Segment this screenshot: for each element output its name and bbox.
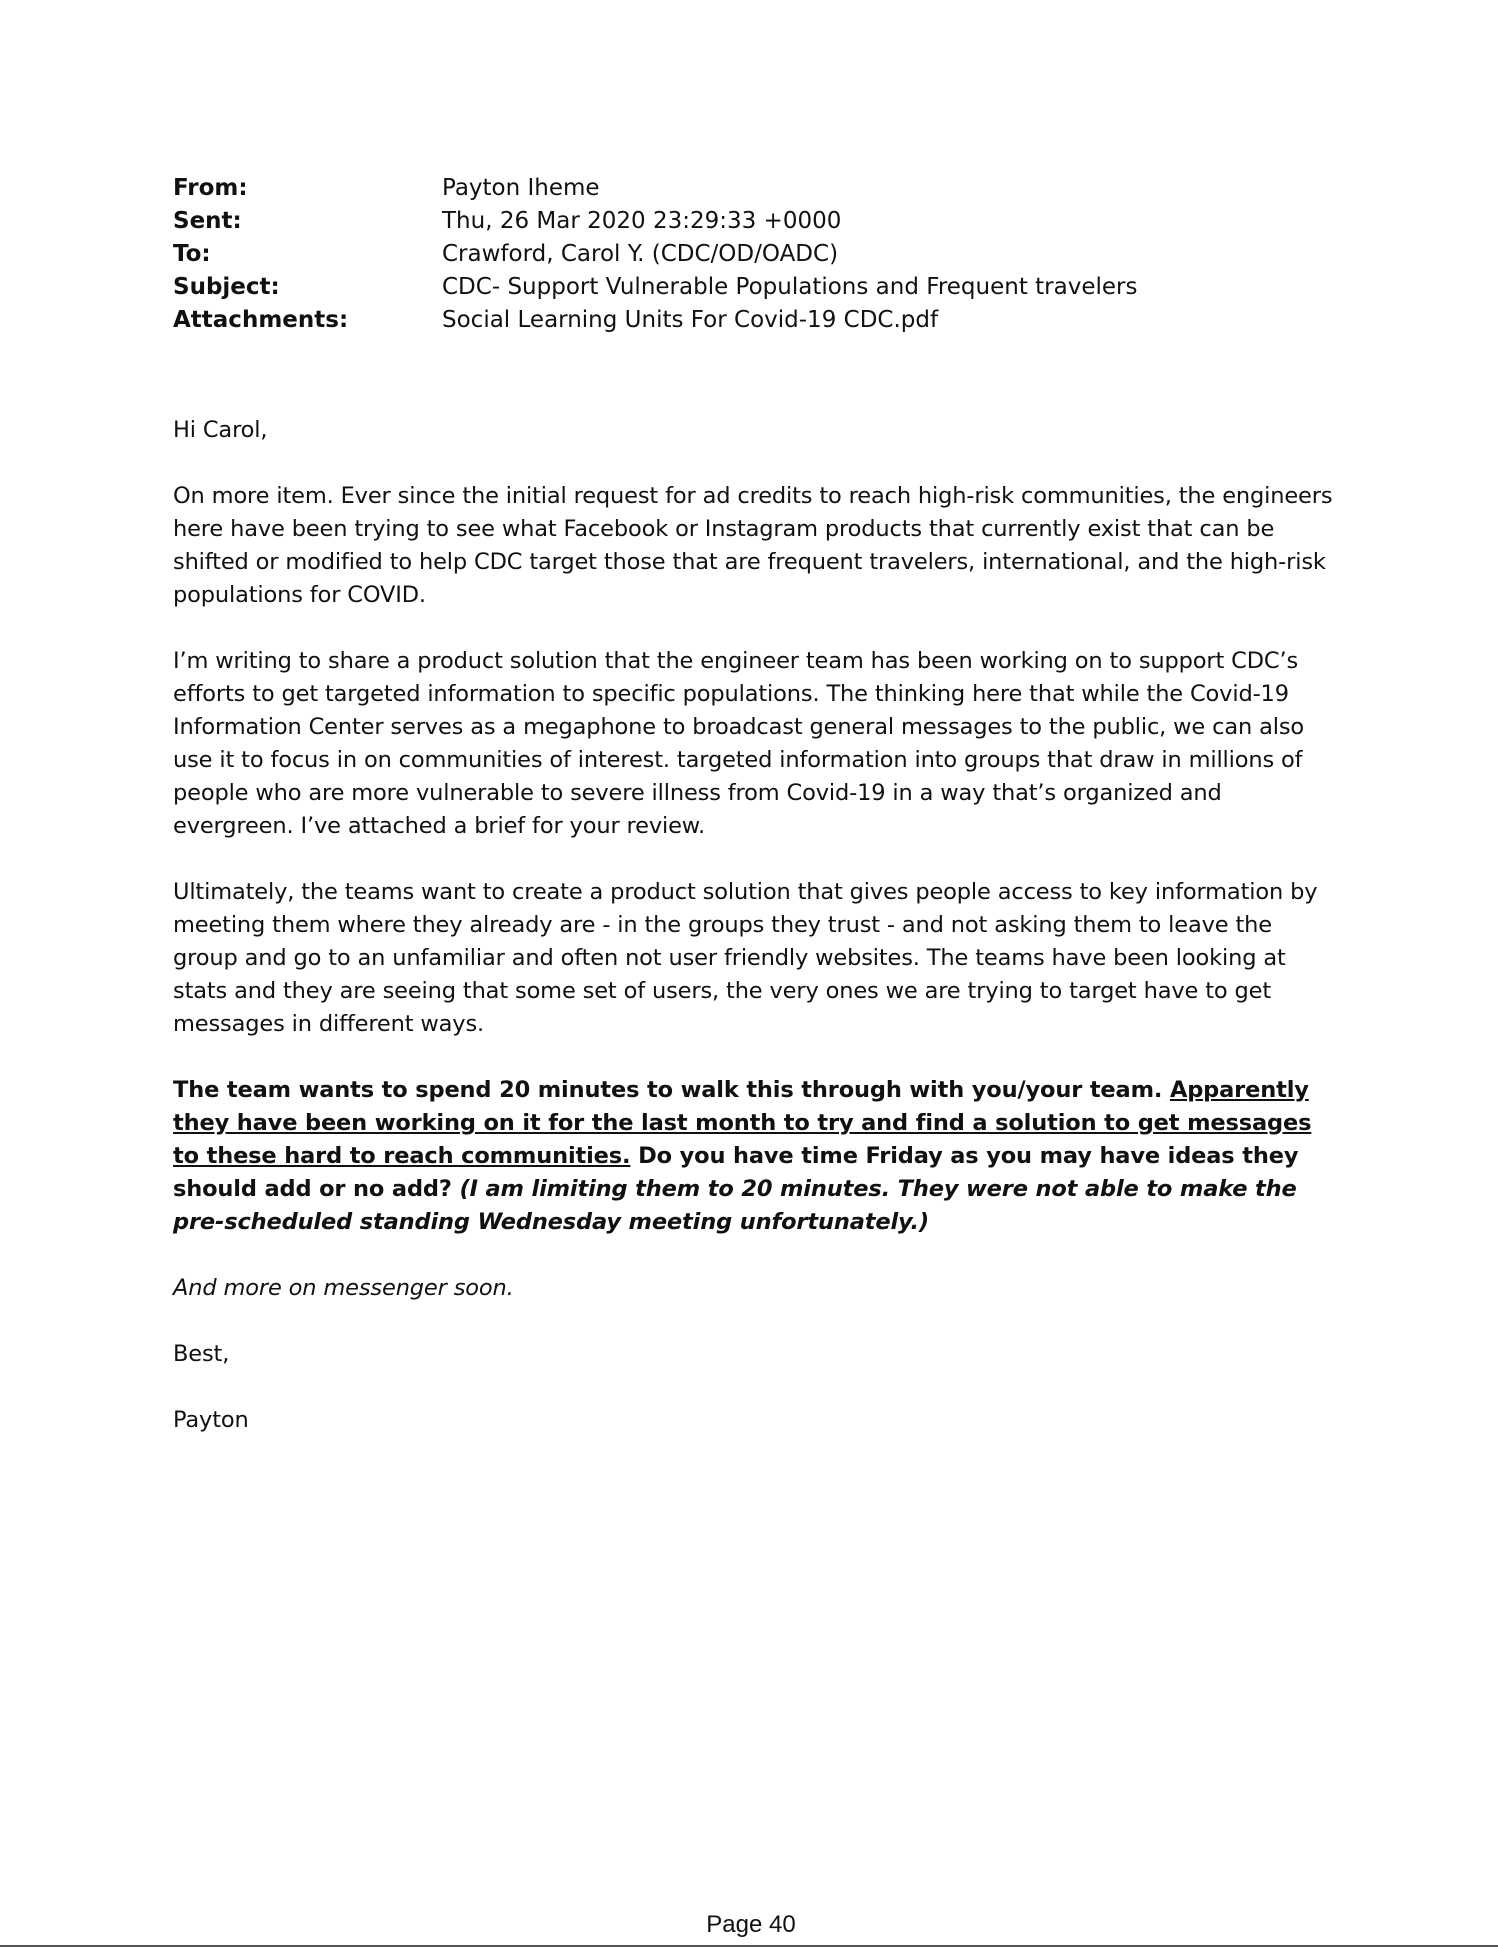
subject-value: CDC- Support Vulnerable Populations and Frequent travelers	[442, 274, 1138, 300]
subject-row	[173, 271, 1373, 304]
body-paragraph-3: Ultimately, the teams want to create a product solution that gives people access to key information by meeting them where they already are - in the groups they trust - and not asking them to leave the group and go to an unfamiliar and often not user friendly websites. The teams have been looking at stats and they are seeing that some set of users, the very ones we are trying to target have to get messages in different ways.	[173, 879, 1318, 1037]
page-footer	[0, 1910, 1498, 1940]
sent-label: Sent:	[173, 208, 242, 234]
sent-row	[173, 205, 1373, 238]
bottom-divider	[0, 1945, 1498, 1947]
body-paragraph-4	[173, 1074, 1343, 1239]
attachment-filename: Social Learning Units For Covid-19 CDC.pdf	[442, 307, 939, 333]
sent-value: Thu, 26 Mar 2020 23:29:33 +0000	[442, 208, 842, 234]
to-row	[173, 238, 1373, 271]
body-paragraph-2: I’m writing to share a product solution that the engineer team has been working on to support CDC’s efforts to get targeted information to specific populations. The thinking here that while the Covid-19 Information Center serves as a megaphone to broadcast general messages to the public, we can also use it to focus in on communities of interest. targeted information into groups that draw in millions of people who are more vulnerable to severe illness from Covid-19 in a way that’s organized and evergreen. I’ve attached a brief for your review.	[173, 648, 1305, 839]
attachments-label: Attachments:	[173, 307, 349, 333]
email-body	[173, 414, 1343, 1470]
from-value: Payton Iheme	[442, 175, 600, 201]
email-header	[173, 172, 1373, 337]
signature: Payton	[173, 1407, 249, 1433]
closing: Best,	[173, 1341, 230, 1367]
friday-question: Do you have time Friday as you may have ideas they should add or no add?	[173, 1143, 1299, 1202]
to-value: Crawford, Carol Y. (CDC/OD/OADC)	[442, 241, 839, 267]
from-row	[173, 172, 1373, 205]
from-label: From:	[173, 175, 248, 201]
greeting: Hi Carol,	[173, 417, 268, 443]
underlined-emphasis: Apparently they have been working on it for the last month to try and find a solution to get messages to these hard to reach communities.	[173, 1077, 1312, 1169]
attachments-row	[173, 304, 1373, 337]
body-paragraph-1: On more item. Ever since the initial request for ad credits to reach high-risk communities, the engineers here have been trying to see what Facebook or Instagram products that currently exist that can be shifted or modified to help CDC target those that are frequent travelers, international, and the high-risk populations for COVID.	[173, 483, 1333, 608]
body-paragraph-5: And more on messenger soon.	[173, 1275, 514, 1301]
page-number: Page 40	[706, 1911, 796, 1938]
meeting-request-text: The team wants to spend 20 minutes to walk this through with you/your team.	[173, 1077, 1170, 1103]
to-label: To:	[173, 241, 211, 267]
subject-label: Subject:	[173, 274, 280, 300]
italic-note: (I am limiting them to 20 minutes. They were not able to make the pre-scheduled standing Wednesday meeting unfortunately.)	[173, 1176, 1297, 1235]
